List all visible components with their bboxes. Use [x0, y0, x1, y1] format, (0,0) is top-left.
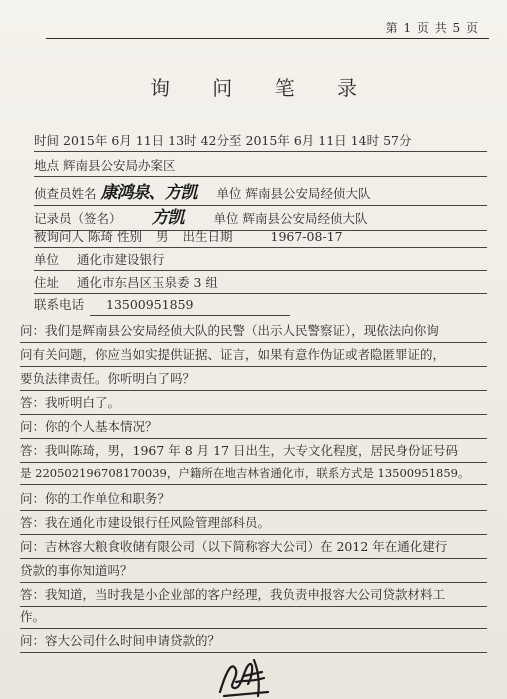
header-rule [46, 38, 489, 39]
transcript-text: 问：吉林容大粮食收储有限公司（以下简称容大公司）在 2012 年在通化建行 [20, 539, 448, 554]
time-underline [34, 151, 487, 152]
employer-value: 通化市建设银行 [77, 252, 165, 267]
transcript-text: 答：我叫陈琦，男，1967 年 8 月 17 日出生，大专文化程度，居民身份证号码 [20, 443, 459, 458]
day-char: 日 [151, 133, 165, 148]
hour-char: 时 [366, 133, 380, 148]
transcript-line [20, 607, 487, 625]
investigator-unit-label: 单位 [216, 186, 242, 201]
start-month: 6 [111, 133, 120, 148]
sex-value: 男 [156, 229, 169, 244]
transcript-line [20, 417, 487, 435]
start-minute: 42 [200, 133, 217, 148]
minute-char: 分 [216, 133, 229, 148]
transcript-text: 问：我们是辉南县公安局经侦大队的民警（出示人民警察证），现依法向你询 [20, 323, 439, 338]
recorder-signature: 方凯 [151, 208, 184, 228]
transcript-text: 问：你的个人基本情况？ [20, 419, 158, 434]
line-rule [20, 366, 487, 367]
time-row [34, 131, 487, 149]
transcript-line [20, 465, 487, 481]
transcript-line [20, 321, 487, 339]
line-rule [20, 558, 487, 559]
recorder-unit: 辉南县公安局经侦大队 [242, 211, 368, 226]
transcript-text: 贷款的事你知道吗？ [20, 563, 133, 578]
transcript-line [20, 393, 487, 411]
location-row [34, 156, 487, 174]
investigator-label: 侦查员姓名 [34, 186, 97, 201]
transcript-line [20, 513, 487, 531]
address-label: 住址 [34, 275, 60, 290]
phone-underline [90, 315, 290, 316]
transcript-text: 是 220502196708170039，户籍所在地吉林省通化市，联系方式是 13500951859。 [20, 466, 470, 480]
transcript-line [20, 585, 487, 603]
line-rule [20, 628, 487, 629]
document-title: 询 问 笔 录 [149, 76, 376, 100]
employer-underline [34, 270, 487, 271]
time-label: 时间 [34, 133, 60, 148]
month-char: 月 [301, 133, 315, 148]
address-value: 通化市东昌区玉泉委 3 组 [77, 275, 218, 290]
employer-label: 单位 [34, 252, 60, 267]
minute-char: 分 [398, 133, 412, 148]
recorder-unit-label: 单位 [213, 211, 239, 226]
dob-value: 1967-08-17 [270, 229, 343, 244]
phone-label: 联系电话 [34, 297, 85, 312]
page-indicator: 第 1 页 共 5 页 [385, 21, 479, 35]
line-rule [20, 534, 487, 535]
handwritten-signature-mark [214, 652, 274, 699]
end-day: 11 [318, 133, 335, 148]
start-year: 2015 [63, 133, 95, 148]
line-rule [20, 582, 487, 583]
transcript-text: 答：我听明白了。 [20, 395, 121, 410]
end-minute: 57 [383, 133, 399, 148]
address-underline [34, 293, 487, 294]
interviewee-label: 被询问人 [34, 229, 85, 244]
phone-value: 13500951859 [106, 297, 194, 312]
investigator-unit: 辉南县公安局经侦大队 [245, 186, 371, 201]
interviewee-row [34, 227, 487, 245]
line-rule [20, 510, 487, 511]
dob-label: 出生日期 [182, 229, 233, 244]
line-rule [20, 390, 487, 391]
year-char: 年 [277, 133, 290, 148]
recorder-row [34, 203, 487, 228]
transcript-line [20, 631, 487, 649]
line-rule [20, 438, 487, 439]
investigator-row [34, 178, 487, 203]
transcript-line [20, 537, 487, 555]
line-rule [20, 414, 487, 415]
transcript-text: 答：我知道，当时我是小企业部的客户经理，我负责申报容大公司贷款材料工 [20, 587, 446, 602]
start-hour: 13 [168, 133, 185, 148]
transcript-line [20, 441, 487, 459]
transcript-line [20, 489, 487, 507]
interviewee-underline [34, 247, 487, 248]
transcript-text: 答：我在通化市建设银行任风险管理部科员。 [20, 515, 271, 530]
to-char: 至 [229, 133, 242, 148]
transcript-line [20, 369, 487, 387]
end-month: 6 [293, 133, 302, 148]
address-row [34, 273, 487, 291]
transcript-text: 问有关问题，你应当如实提供证据、证言，如果有意作伪证或者隐匿罪证的， [20, 347, 446, 362]
location-underline [34, 176, 487, 177]
month-char: 月 [119, 133, 132, 148]
interviewee-name: 陈琦 [88, 229, 114, 244]
transcript-text: 要负法律责任。你听明白了吗？ [20, 371, 196, 386]
end-hour: 14 [350, 133, 367, 148]
end-year: 2015 [245, 133, 278, 148]
location-value: 辉南县公安局办案区 [63, 158, 176, 173]
location-label: 地点 [34, 158, 60, 173]
employer-row [34, 250, 487, 268]
hour-char: 时 [184, 133, 197, 148]
transcript-text: 作。 [20, 609, 46, 624]
investigator-signature: 康鸿泉、方凯 [100, 183, 197, 203]
phone-row [34, 295, 487, 313]
recorder-label: 记录员（签名） [34, 211, 122, 226]
sex-label: 性别 [117, 229, 143, 244]
year-char: 年 [94, 133, 108, 148]
line-rule [20, 462, 487, 463]
transcript-text: 问：你的工作单位和职务？ [20, 491, 171, 506]
transcript-line [20, 345, 487, 363]
transcript-text: 问：容大公司什么时间申请贷款的？ [20, 633, 221, 648]
line-rule [20, 342, 487, 343]
line-rule [20, 484, 487, 485]
day-char: 日 [334, 133, 347, 148]
start-day: 11 [135, 133, 152, 148]
transcript-line [20, 561, 487, 579]
